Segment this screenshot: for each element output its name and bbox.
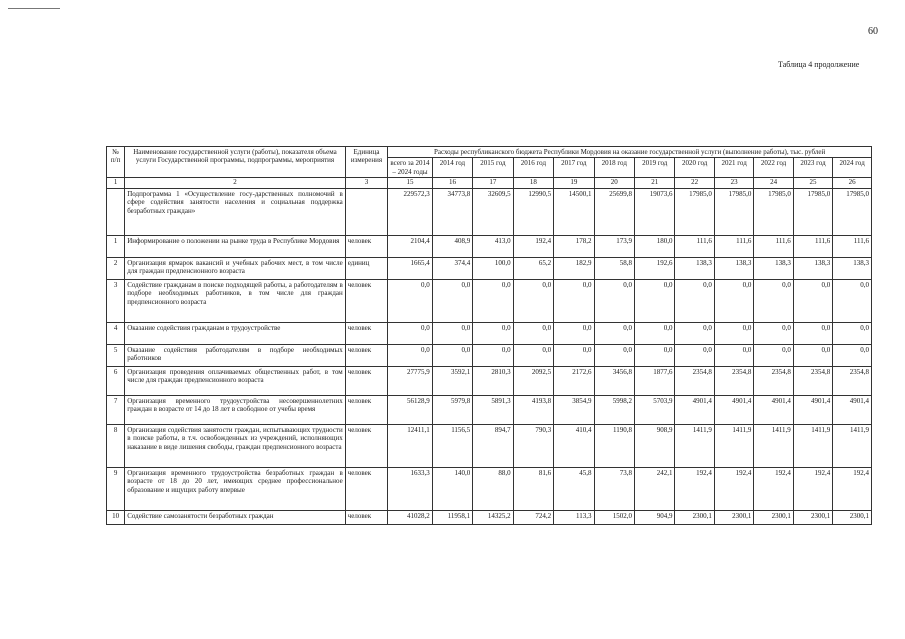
header-year: 2014 год [432,158,472,178]
budget-table [106,146,872,525]
row-value: 111,6 [675,235,714,257]
row-value: 3456,8 [594,366,634,395]
column-index: 21 [635,178,675,189]
header-year: 2019 год [635,158,675,178]
row-num: 2 [107,257,125,279]
row-num: 10 [107,510,125,524]
header-row [107,147,872,158]
header-year: 2024 год [833,158,872,178]
row-value: 0,0 [793,322,832,344]
row-value: 0,0 [754,279,793,322]
row-value: 410,4 [554,424,594,467]
column-index: 26 [833,178,872,189]
row-value: 3592,1 [432,366,472,395]
row-value: 0,0 [754,322,793,344]
row-value: 2354,8 [754,366,793,395]
subprogram-value: 229572,3 [388,188,433,235]
row-value: 180,0 [635,235,675,257]
row-value: 100,0 [473,257,513,279]
row-value: 0,0 [388,344,433,366]
row-value: 0,0 [635,279,675,322]
subprogram-value: 12990,5 [513,188,553,235]
row-value: 113,3 [554,510,594,524]
row-value: 0,0 [714,322,753,344]
row-value: 0,0 [594,322,634,344]
row-value: 0,0 [554,279,594,322]
row-value: 2810,3 [473,366,513,395]
row-value: 111,6 [754,235,793,257]
row-unit: единиц [345,257,387,279]
row-value: 0,0 [793,344,832,366]
row-value: 138,3 [833,257,872,279]
row-value: 0,0 [554,322,594,344]
row-value: 138,3 [714,257,753,279]
row-value: 5891,3 [473,395,513,424]
row-name: Организация временного трудоустройства несовершеннолетних граждан в возрасте от 14 до 18 лет в свободное от учебы время [125,395,346,424]
table-row [107,510,872,524]
row-value: 111,6 [793,235,832,257]
row-value: 5998,2 [594,395,634,424]
header-expenses: Расходы республиканского бюджета Республики Мордовия на оказание государственной услуги (выполнение работы), тыс. рублей [388,147,872,158]
row-value: 178,2 [554,235,594,257]
header-year: 2020 год [675,158,714,178]
row-num: 4 [107,322,125,344]
row-value: 81,6 [513,467,553,510]
column-index: 2 [125,178,346,189]
row-value: 56128,9 [388,395,433,424]
row-value: 0,0 [833,344,872,366]
row-unit: человек [345,344,387,366]
row-value: 192,4 [754,467,793,510]
header-year: 2017 год [554,158,594,178]
column-index: 17 [473,178,513,189]
row-name: Организация проведения оплачиваемых общественных работ, в том числе для граждан предпенсионного возраста [125,366,346,395]
row-value: 2300,1 [833,510,872,524]
row-value: 192,4 [513,235,553,257]
row-value: 0,0 [554,344,594,366]
row-name: Оказание содействия работодателям в подборе необходимых работников [125,344,346,366]
row-unit: человек [345,366,387,395]
row-value: 908,9 [635,424,675,467]
row-value: 4193,8 [513,395,553,424]
column-index: 19 [554,178,594,189]
row-value: 4901,4 [833,395,872,424]
row-value: 413,0 [473,235,513,257]
row-value: 138,3 [793,257,832,279]
row-value: 0,0 [513,344,553,366]
subprogram-value: 17985,0 [675,188,714,235]
row-value: 192,4 [833,467,872,510]
subprogram-value: 25699,8 [594,188,634,235]
column-index: 3 [345,178,387,189]
row-value: 0,0 [432,279,472,322]
row-num: 3 [107,279,125,322]
row-value: 0,0 [594,344,634,366]
row-value: 0,0 [388,279,433,322]
row-num: 6 [107,366,125,395]
row-num: 8 [107,424,125,467]
row-value: 0,0 [513,322,553,344]
row-value: 14325,2 [473,510,513,524]
row-unit: человек [345,467,387,510]
row-value: 0,0 [833,322,872,344]
row-value: 182,9 [554,257,594,279]
column-index: 24 [754,178,793,189]
header-unit: Единица измерения [345,147,387,178]
row-value: 88,0 [473,467,513,510]
row-value: 140,0 [432,467,472,510]
table-row [107,344,872,366]
row-value: 904,9 [635,510,675,524]
row-value: 11958,1 [432,510,472,524]
header-name: Наименование государственной услуги (работы), показателя объема услуги Государственной программы, подпрограммы, мероприятия [125,147,346,178]
header-year: всего за 2014 – 2024 годы [388,158,433,178]
row-value: 1411,9 [675,424,714,467]
column-index: 15 [388,178,433,189]
subprogram-row [107,188,872,235]
row-value: 5979,8 [432,395,472,424]
row-value: 0,0 [714,344,753,366]
row-value: 4901,4 [754,395,793,424]
row-unit: человек [345,395,387,424]
row-name: Организация содействия занятости граждан, испытывающих трудности в поиске работы, в т.ч. освобожденных из учреждений, исполняющих наказание в виде лишения свободы, граждан предпенсионного возраста [125,424,346,467]
column-index-row [107,178,872,189]
row-value: 2300,1 [675,510,714,524]
row-value: 894,7 [473,424,513,467]
row-value: 138,3 [754,257,793,279]
row-value: 374,4 [432,257,472,279]
subprogram-value: 17985,0 [714,188,753,235]
row-value: 0,0 [833,279,872,322]
table-row [107,366,872,395]
subprogram-name: Подпрограмма 1 «Осуществление госу-дарственных полномочий в сфере содействия занятости населения и социальная поддержка безработных граждан» [125,188,346,235]
subprogram-num [107,188,125,235]
row-value: 4901,4 [675,395,714,424]
row-value: 111,6 [714,235,753,257]
table-row [107,467,872,510]
row-value: 724,2 [513,510,553,524]
header-year: 2016 год [513,158,553,178]
subprogram-value: 17985,0 [833,188,872,235]
row-value: 2104,4 [388,235,433,257]
row-value: 242,1 [635,467,675,510]
row-unit: человек [345,279,387,322]
row-value: 12411,1 [388,424,433,467]
row-value: 58,8 [594,257,634,279]
row-value: 2172,6 [554,366,594,395]
row-value: 0,0 [473,322,513,344]
header-year: 2015 год [473,158,513,178]
row-value: 2300,1 [793,510,832,524]
subprogram-unit [345,188,387,235]
table-row [107,322,872,344]
table-row [107,235,872,257]
row-value: 1411,9 [793,424,832,467]
subprogram-value: 17985,0 [754,188,793,235]
row-value: 73,8 [594,467,634,510]
header-year: 2018 год [594,158,634,178]
row-value: 2300,1 [754,510,793,524]
row-unit: человек [345,235,387,257]
row-num: 9 [107,467,125,510]
row-value: 192,4 [675,467,714,510]
row-value: 0,0 [754,344,793,366]
table-row [107,279,872,322]
row-name: Содействие самозанятости безработных граждан [125,510,346,524]
row-value: 4901,4 [714,395,753,424]
row-value: 2354,8 [793,366,832,395]
subprogram-value: 19073,6 [635,188,675,235]
row-name: Организация временного трудоустройства безработных граждан в возрасте от 18 до 20 лет, имеющих среднее профессиональное образование и ищущих работу впервые [125,467,346,510]
row-value: 41028,2 [388,510,433,524]
row-value: 0,0 [388,322,433,344]
row-num: 5 [107,344,125,366]
row-value: 45,8 [554,467,594,510]
row-value: 5703,9 [635,395,675,424]
row-value: 0,0 [473,279,513,322]
row-value: 1502,0 [594,510,634,524]
row-value: 65,2 [513,257,553,279]
row-value: 0,0 [793,279,832,322]
row-unit: человек [345,510,387,524]
row-value: 192,4 [714,467,753,510]
row-name: Организация ярмарок вакансий и учебных рабочих мест, в том числе для граждан предпенсионного возраста [125,257,346,279]
table-row [107,257,872,279]
row-value: 0,0 [635,344,675,366]
row-value: 1411,9 [754,424,793,467]
row-value: 192,6 [635,257,675,279]
column-index: 20 [594,178,634,189]
row-value: 0,0 [675,279,714,322]
row-value: 0,0 [675,322,714,344]
row-value: 0,0 [675,344,714,366]
header-year: 2023 год [793,158,832,178]
row-value: 0,0 [594,279,634,322]
row-value: 1877,6 [635,366,675,395]
column-index: 18 [513,178,553,189]
row-name: Информирование о положении на рынке труда в Республике Мордовия [125,235,346,257]
column-index: 23 [714,178,753,189]
row-value: 2354,8 [714,366,753,395]
row-name: Оказание содействия гражданам в трудоустройстве [125,322,346,344]
row-value: 1633,3 [388,467,433,510]
row-value: 1411,9 [714,424,753,467]
row-value: 1156,5 [432,424,472,467]
header-num: № п/п [107,147,125,178]
row-value: 3854,9 [554,395,594,424]
column-index: 16 [432,178,472,189]
subprogram-value: 17985,0 [793,188,832,235]
row-value: 192,4 [793,467,832,510]
row-unit: человек [345,424,387,467]
row-value: 138,3 [675,257,714,279]
row-value: 173,9 [594,235,634,257]
top-rule [8,8,60,9]
row-value: 2092,5 [513,366,553,395]
row-value: 1411,9 [833,424,872,467]
row-value: 0,0 [513,279,553,322]
header-year: 2022 год [754,158,793,178]
row-value: 408,9 [432,235,472,257]
row-value: 4901,4 [793,395,832,424]
table-row [107,424,872,467]
row-value: 2300,1 [714,510,753,524]
row-value: 0,0 [432,322,472,344]
row-value: 0,0 [432,344,472,366]
row-num: 7 [107,395,125,424]
table-caption: Таблица 4 продолжение [778,60,860,69]
subprogram-value: 32609,5 [473,188,513,235]
row-value: 2354,8 [833,366,872,395]
table-row [107,395,872,424]
subprogram-value: 14500,1 [554,188,594,235]
row-value: 1190,8 [594,424,634,467]
row-value: 1665,4 [388,257,433,279]
page-number: 60 [868,26,878,37]
column-index: 25 [793,178,832,189]
row-value: 2354,8 [675,366,714,395]
row-value: 0,0 [473,344,513,366]
subprogram-value: 34773,8 [432,188,472,235]
row-unit: человек [345,322,387,344]
column-index: 1 [107,178,125,189]
row-value: 790,3 [513,424,553,467]
row-name: Содействие гражданам в поиске подходящей работы, а работодателям в подборе необходимых работников, в том числе для граждан предпенсионного возраста [125,279,346,322]
table-body [107,147,872,525]
row-value: 0,0 [635,322,675,344]
row-num: 1 [107,235,125,257]
row-value: 27775,9 [388,366,433,395]
header-year: 2021 год [714,158,753,178]
row-value: 0,0 [714,279,753,322]
row-value: 111,6 [833,235,872,257]
column-index: 22 [675,178,714,189]
